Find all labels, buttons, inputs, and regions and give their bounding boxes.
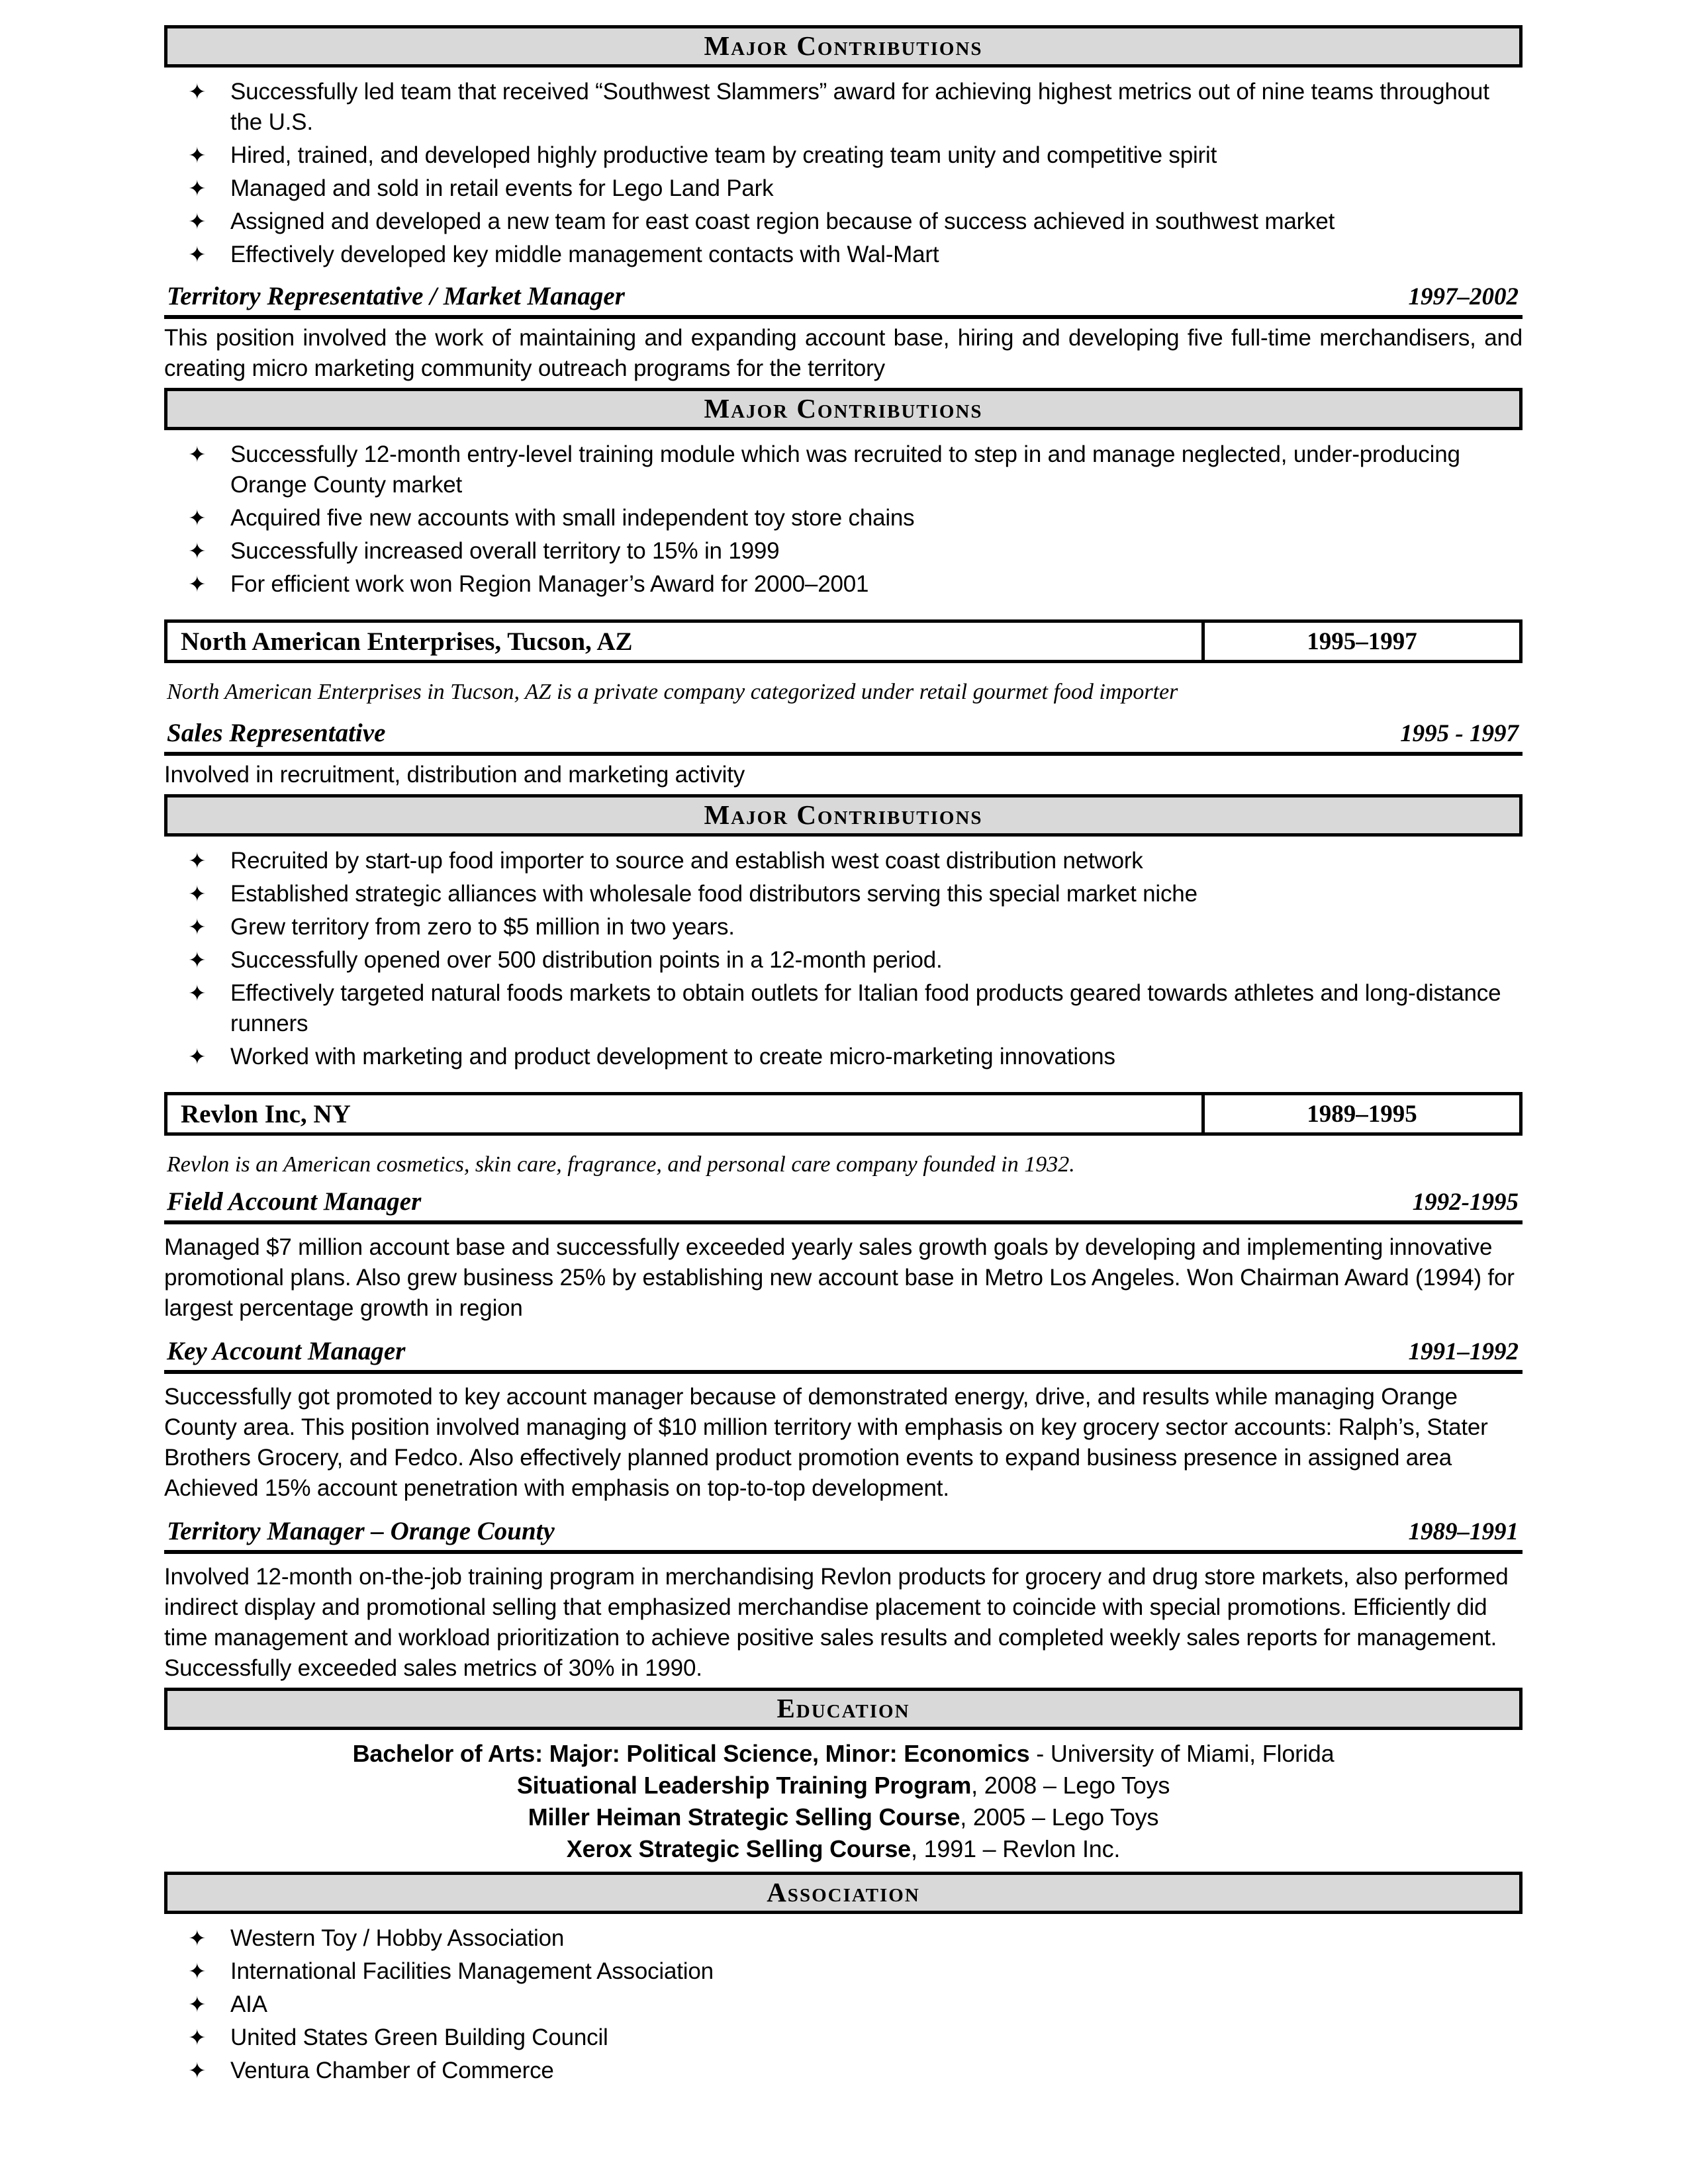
role-summary: Managed $7 million account base and successfully exceeded yearly sales growth goals by developing and implementing innovative promotional plans. Also grew business 25% by establishing new account base in Metro Los Angeles. Won Chairman Award (1994) for largest percentage growth in region <box>164 1234 1515 1321</box>
company-dates: 1995–1997 <box>1201 623 1519 660</box>
bullet-star-icon: ✦ <box>188 2025 207 2050</box>
list-item-text: Recruited by start-up food importer to source and establish west coast distribution network <box>230 848 1143 874</box>
role-summary: Successfully got promoted to key account manager because of demonstrated energy, drive, and results while managing Orange County area. This position involved managing of $10 million territory with emphasis on key grocery sector accounts: Ralph’s, Stater Brothers Grocery, and Fedco. Also effectively planned product promotion events to expand business presence in assigned area Achieved 15% account penetration with emphasis on top-to-top development. <box>164 1384 1488 1501</box>
list-item <box>164 439 1523 500</box>
role-summary: Involved 12-month on-the-job training program in merchandising Revlon products for grocery and drug store markets, also performed indirect display and promotional selling that emphasized merchandise placement to coincide with special promotions. Efficiently did time management and workload prioritization to achieve positive sales results and completed weekly sales reports for management. Successfully exceeded sales metrics of 30% in 1990. <box>164 1564 1509 1681</box>
list-item-text: Effectively targeted natural foods markets to obtain outlets for Italian food products geared towards athletes and long-distance runners <box>230 980 1501 1036</box>
list-item-text: Managed and sold in retail events for Lego Land Park <box>230 175 774 201</box>
job-dates: 1991–1992 <box>1408 1338 1519 1365</box>
company-description: North American Enterprises in Tucson, AZ is a private company categorized under retail gourmet food importer <box>167 680 1178 704</box>
job-title-row <box>164 1516 1523 1547</box>
job-dates: 1997–2002 <box>1408 283 1519 310</box>
list-item-text: United States Green Building Council <box>230 2025 608 2050</box>
list-item <box>164 2023 1523 2053</box>
list-item <box>164 140 1523 171</box>
education-entry <box>164 1738 1523 1770</box>
section-header-label: Education <box>776 1693 910 1723</box>
education-program: Xerox Strategic Selling Course <box>566 1835 911 1862</box>
list-item-text: Acquired five new accounts with small independent toy store chains <box>230 505 915 531</box>
section-header-bar-major-contributions-2 <box>164 388 1523 430</box>
job-title-row <box>164 281 1523 312</box>
list-item-text: Grew territory from zero to $5 million in two years. <box>230 914 735 940</box>
list-item-text: Western Toy / Hobby Association <box>230 1925 565 1951</box>
list-item-text: Effectively developed key middle management contacts with Wal-Mart <box>230 242 939 267</box>
education-detail: , 1991 – Revlon Inc. <box>910 1835 1121 1862</box>
list-item <box>164 2056 1523 2086</box>
job-title-rule <box>164 752 1523 756</box>
education-program: Miller Heiman Strategic Selling Course <box>528 1803 961 1831</box>
bullet-star-icon: ✦ <box>188 143 207 167</box>
list-item <box>164 503 1523 533</box>
job-title-rule <box>164 1220 1523 1224</box>
list-item <box>164 77 1523 138</box>
bullet-star-icon: ✦ <box>188 242 207 267</box>
list-item <box>164 569 1523 600</box>
bullet-star-icon: ✦ <box>188 572 207 596</box>
job-title: Key Account Manager <box>167 1337 406 1365</box>
bullet-star-icon: ✦ <box>188 176 207 201</box>
job-dates: 1989–1991 <box>1408 1518 1519 1545</box>
section-header-label: Major Contributions <box>704 30 983 61</box>
role-summary: This position involved the work of maintaining and expanding account base, hiring and developing five full-time merchandisers, and creating micro marketing community outreach programs for the territory <box>164 325 1523 381</box>
section-header-bar-association <box>164 1872 1523 1914</box>
job-title-row <box>164 1336 1523 1367</box>
section-header-label: Association <box>767 1877 920 1907</box>
list-item <box>164 945 1523 976</box>
job-title-row <box>164 1186 1523 1218</box>
list-item-text: Successfully increased overall territory to 15% in 1999 <box>230 538 780 564</box>
list-item-text: International Facilities Management Association <box>230 1958 714 1984</box>
bullet-star-icon: ✦ <box>188 848 207 873</box>
job-dates: 1995 - 1997 <box>1400 720 1519 747</box>
list-item-text: Assigned and developed a new team for east coast region because of success achieved in southwest market <box>230 208 1335 234</box>
company-description: Revlon is an American cosmetics, skin care, fragrance, and personal care company founded in 1932. <box>167 1152 1075 1177</box>
bullet-star-icon: ✦ <box>188 948 207 972</box>
job-title-rule <box>164 1370 1523 1374</box>
job-title: Territory Representative / Market Manager <box>167 282 625 310</box>
company-box-revlon <box>164 1092 1523 1136</box>
bullet-star-icon: ✦ <box>188 442 207 467</box>
section-header-label: Major Contributions <box>704 393 983 424</box>
list-item <box>164 1042 1523 1072</box>
section-header-label: Major Contributions <box>704 799 983 830</box>
list-item-text: Successfully opened over 500 distribution points in a 12-month period. <box>230 947 943 973</box>
company-name: Revlon Inc, NY <box>181 1099 351 1128</box>
list-item-text: Worked with marketing and product development to create micro-marketing innovations <box>230 1044 1115 1069</box>
list-item <box>164 879 1523 909</box>
company-name: North American Enterprises, Tucson, AZ <box>181 627 633 656</box>
education-list <box>164 1738 1523 1865</box>
education-detail: - University of Miami, Florida <box>1029 1740 1335 1767</box>
bullet-star-icon: ✦ <box>188 2058 207 2083</box>
list-item-text: For efficient work won Region Manager’s Award for 2000–2001 <box>230 571 869 597</box>
education-program: Bachelor of Arts: Major: Political Science, Minor: Economics <box>352 1740 1030 1767</box>
education-entry <box>164 1833 1523 1865</box>
bullet-star-icon: ✦ <box>188 209 207 234</box>
bullet-list-lego <box>164 77 1523 270</box>
list-item <box>164 206 1523 237</box>
job-title-row <box>164 717 1523 749</box>
bullet-star-icon: ✦ <box>188 1044 207 1069</box>
education-entry <box>164 1770 1523 1801</box>
role-summary: Involved in recruitment, distribution and marketing activity <box>164 762 745 788</box>
list-item-text: Ventura Chamber of Commerce <box>230 2058 554 2083</box>
bullet-list-association <box>164 1923 1523 2086</box>
bullet-star-icon: ✦ <box>188 1959 207 1983</box>
list-item <box>164 846 1523 876</box>
list-item-text: Successfully led team that received “Southwest Slammers” award for achieving highest metrics out of nine teams throughout the U.S. <box>230 79 1489 135</box>
bullet-star-icon: ✦ <box>188 915 207 939</box>
bullet-list-north-american <box>164 846 1523 1072</box>
list-item <box>164 1956 1523 1987</box>
section-header-bar-education <box>164 1688 1523 1730</box>
bullet-list-territory-rep <box>164 439 1523 600</box>
list-item <box>164 536 1523 567</box>
list-item-text: Established strategic alliances with wholesale food distributors serving this special market niche <box>230 881 1197 907</box>
bullet-star-icon: ✦ <box>188 1992 207 2017</box>
list-item <box>164 1989 1523 2020</box>
job-title: Field Account Manager <box>167 1187 422 1216</box>
list-item <box>164 173 1523 204</box>
bullet-star-icon: ✦ <box>188 882 207 906</box>
list-item <box>164 978 1523 1039</box>
company-box-north-american <box>164 619 1523 663</box>
list-item <box>164 1923 1523 1954</box>
list-item-text: AIA <box>230 1991 267 2017</box>
list-item <box>164 240 1523 270</box>
bullet-star-icon: ✦ <box>188 79 207 104</box>
bullet-star-icon: ✦ <box>188 506 207 530</box>
job-title-rule <box>164 315 1523 319</box>
job-title: Territory Manager – Orange County <box>167 1517 555 1545</box>
bullet-star-icon: ✦ <box>188 981 207 1005</box>
job-title-rule <box>164 1550 1523 1554</box>
bullet-star-icon: ✦ <box>188 1926 207 1950</box>
list-item-text: Hired, trained, and developed highly productive team by creating team unity and competitive spirit <box>230 142 1217 168</box>
education-detail: , 2008 – Lego Toys <box>971 1772 1170 1799</box>
education-detail: , 2005 – Lego Toys <box>960 1803 1159 1831</box>
job-title: Sales Representative <box>167 719 386 747</box>
section-header-bar-major-contributions-1 <box>164 25 1523 68</box>
section-header-bar-major-contributions-3 <box>164 794 1523 837</box>
list-item-text: Successfully 12-month entry-level training module which was recruited to step in and manage neglected, under-producing Orange County market <box>230 441 1460 498</box>
job-dates: 1992-1995 <box>1412 1189 1519 1216</box>
education-program: Situational Leadership Training Program <box>516 1772 972 1799</box>
education-entry <box>164 1801 1523 1833</box>
bullet-star-icon: ✦ <box>188 539 207 563</box>
list-item <box>164 912 1523 942</box>
company-dates: 1989–1995 <box>1201 1095 1519 1132</box>
